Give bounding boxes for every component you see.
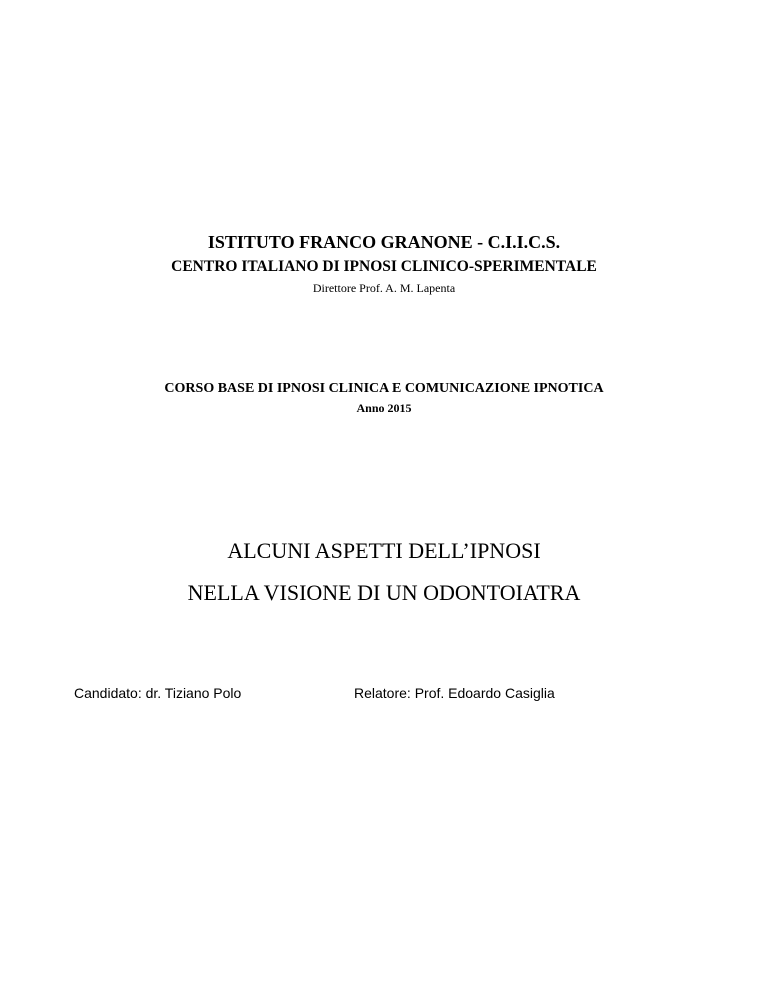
course-name: CORSO BASE DI IPNOSI CLINICA E COMUNICAZIONE IPNOTICA: [164, 381, 604, 396]
supervisor-name: Relatore: Prof. Edoardo Casiglia: [354, 685, 555, 701]
thesis-title-line-1: ALCUNI ASPETTI DELL’IPNOSI: [227, 538, 541, 563]
course-year: Anno 2015: [356, 401, 412, 415]
institute-center-name: CENTRO ITALIANO DI IPNOSI CLINICO-SPERIMENTALE: [171, 258, 597, 275]
institute-director: Direttore Prof. A. M. Lapenta: [312, 281, 456, 295]
candidate-name: Candidato: dr. Tiziano Polo: [74, 685, 242, 701]
thesis-title-line-2: NELLA VISIONE DI UN ODONTOIATRA: [187, 580, 581, 605]
institute-name: ISTITUTO FRANCO GRANONE - C.I.I.C.S.: [207, 232, 561, 252]
